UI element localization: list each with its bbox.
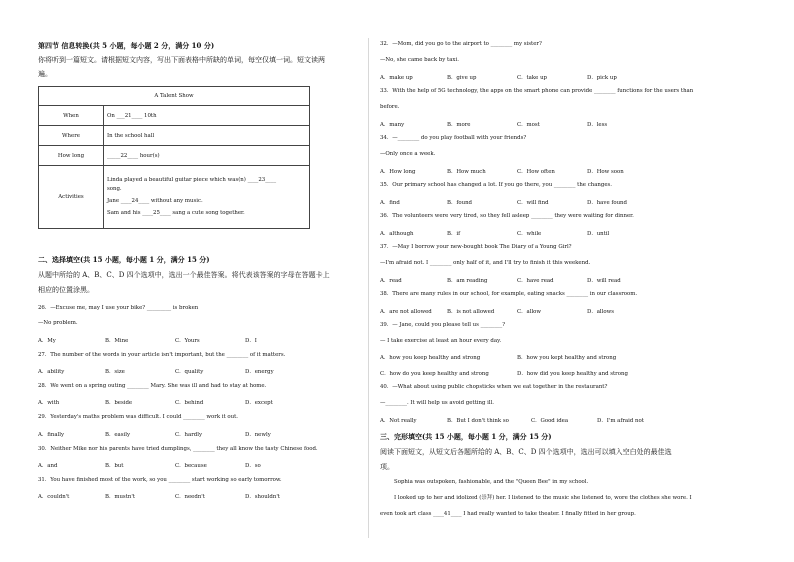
section3-heading: 三、完形填空(共 15 小题，每小题 1 分，满分 15 分) bbox=[380, 432, 552, 441]
q30-option-c[interactable]: C．because bbox=[175, 463, 207, 469]
howlong-value: _____22____ hour(s) bbox=[104, 146, 310, 166]
q32-option-a[interactable]: A．make up bbox=[380, 75, 413, 81]
q38-option-d[interactable]: D．allows bbox=[587, 309, 615, 315]
q40-option-a[interactable]: A．Not really bbox=[380, 418, 417, 424]
question-30: 30．Neither Mike nor his parents have tried dumplings, ________ they all know the tasty Chinese food. bbox=[38, 446, 318, 452]
question-26-reply: —No problem. bbox=[38, 320, 78, 326]
q33-option-c[interactable]: C．most bbox=[517, 122, 540, 128]
q26-option-a[interactable]: A．My bbox=[38, 338, 56, 344]
q38-option-c[interactable]: C．allow bbox=[517, 309, 542, 315]
activity-3: Sam and his ____25____ sang a cute song together. bbox=[107, 210, 245, 216]
section4-instruction-line2: 遍。 bbox=[38, 70, 52, 78]
howlong-label: How long bbox=[39, 146, 104, 166]
q30-option-a[interactable]: A．and bbox=[38, 463, 58, 469]
q30-option-d[interactable]: D．so bbox=[245, 463, 261, 469]
where-label: Where bbox=[39, 126, 104, 146]
activities-cell bbox=[104, 166, 310, 229]
q36-option-b[interactable]: B．if bbox=[447, 231, 461, 237]
q33-option-d[interactable]: D．less bbox=[587, 122, 608, 128]
when-value: On ___21____ 10th bbox=[104, 106, 310, 126]
where-value: In the school hall bbox=[104, 126, 310, 146]
q30-option-b[interactable]: B．but bbox=[105, 463, 124, 469]
info-table bbox=[38, 86, 310, 229]
activity-1-cont: song. bbox=[107, 186, 122, 192]
q31-option-b[interactable]: B．mustn't bbox=[105, 494, 135, 500]
q40-option-b[interactable]: B．But I don't think so bbox=[447, 418, 509, 424]
q34-option-b[interactable]: B．How much bbox=[447, 169, 486, 175]
question-37: 37．—May I borrow your new-bought book The Diary of a Young Girl? bbox=[380, 244, 572, 250]
q36-option-c[interactable]: C．while bbox=[517, 231, 542, 237]
question-39: 39．— Jane, could you please tell us ________? bbox=[380, 322, 506, 328]
q40-option-c[interactable]: C．Good idea bbox=[531, 418, 569, 424]
question-32: 32．—Mom, did you go to the airport to ________ my sister? bbox=[380, 41, 542, 47]
question-29: 29．Yesterday's maths problem was difficult. I could ________ work it out. bbox=[38, 414, 239, 420]
section3-instruction-line1: 阅读下面短文，从短文后各题所给的 A、B、C、D 四个选项中，选出可以填入空白处的最佳选 bbox=[380, 448, 672, 456]
q31-option-c[interactable]: C．needn't bbox=[175, 494, 205, 500]
question-27: 27．The number of the words in your article isn't important, but the ________ of it matters. bbox=[38, 352, 286, 358]
q32-option-d[interactable]: D．pick up bbox=[587, 75, 617, 81]
q27-option-d[interactable]: D．energy bbox=[245, 369, 274, 375]
q36-option-a[interactable]: A．although bbox=[380, 231, 414, 237]
q33-option-b[interactable]: B．more bbox=[447, 122, 471, 128]
section4-heading: 第四节 信息转换(共 5 小题，每小题 2 分，满分 10 分) bbox=[38, 41, 215, 50]
q37-option-a[interactable]: A．read bbox=[380, 278, 402, 284]
q35-option-d[interactable]: D．have found bbox=[587, 200, 627, 206]
table-title: A Talent Show bbox=[39, 87, 310, 106]
q29-option-a[interactable]: A．finally bbox=[38, 432, 65, 438]
question-33: 33．With the help of 5G technology, the apps on the smart phone can provide ________ functions for the users than bbox=[380, 88, 694, 94]
question-37-reply: —I'm afraid not. I ________ only half of it, and I'll try to finish it this weekend. bbox=[380, 260, 591, 266]
question-34: 34．—________ do you play football with your friends? bbox=[380, 135, 527, 141]
q33-option-a[interactable]: A．many bbox=[380, 122, 405, 128]
question-40: 40．—What about using public chopsticks when we eat together in the restaurant? bbox=[380, 384, 608, 390]
q29-option-d[interactable]: D．newly bbox=[245, 432, 271, 438]
q29-option-c[interactable]: C．hardly bbox=[175, 432, 202, 438]
question-40-reply: —________. It will help us avoid getting ill. bbox=[380, 400, 495, 406]
q26-option-b[interactable]: B．Mine bbox=[105, 338, 129, 344]
q36-option-d[interactable]: D．until bbox=[587, 231, 610, 237]
column-divider bbox=[368, 38, 369, 538]
q29-option-b[interactable]: B．easily bbox=[105, 432, 131, 438]
q35-option-a[interactable]: A．find bbox=[380, 200, 400, 206]
q32-option-c[interactable]: C．take up bbox=[517, 75, 547, 81]
q26-option-c[interactable]: C．Yours bbox=[175, 338, 200, 344]
section4-instruction-line1: 你将听到一篇短文。请根据短文内容，写出下面表格中所缺的单词，每空仅填一词。短文读两 bbox=[38, 56, 325, 64]
section2-instruction-line1: 从题中所给的 A、B、C、D 四个选项中，选出一个最佳答案。将代表该答案的字母在答题卡上 bbox=[38, 271, 330, 279]
q28-option-a[interactable]: A．with bbox=[38, 400, 60, 406]
question-35: 35．Our primary school has changed a lot. If you go there, you ________ the changes. bbox=[380, 182, 613, 188]
q37-option-b[interactable]: B．am reading bbox=[447, 278, 488, 284]
section2-instruction-line2: 相应的位置涂黑。 bbox=[38, 286, 94, 294]
q35-option-c[interactable]: C．will find bbox=[517, 200, 549, 206]
q39-option-b[interactable]: B．how you kept healthy and strong bbox=[517, 355, 617, 361]
question-34-reply: —Only once a week. bbox=[380, 151, 436, 157]
question-32-reply: —No, she came back by taxi. bbox=[380, 57, 459, 63]
when-label: When bbox=[39, 106, 104, 126]
question-26: 26．—Excuse me, may I use your bike? _________ is broken bbox=[38, 305, 199, 311]
q26-option-d[interactable]: D．I bbox=[245, 338, 257, 344]
q27-option-a[interactable]: A．ability bbox=[38, 369, 65, 375]
passage-paragraph-2: I looked up to her and idolized (崇拜) her. I listened to the music she listened to, wore the clothes she wore. I bbox=[394, 495, 692, 501]
q38-option-a[interactable]: A．are not allowed bbox=[380, 309, 432, 315]
q34-option-d[interactable]: D．How soon bbox=[587, 169, 624, 175]
passage-paragraph-1: Sophia was outspoken, fashionable, and the "Queen Bee" in my school. bbox=[394, 479, 589, 485]
q28-option-b[interactable]: B．beside bbox=[105, 400, 133, 406]
activities-label: Activities bbox=[39, 166, 104, 229]
q40-option-d[interactable]: D．I'm afraid not bbox=[597, 418, 644, 424]
question-39-reply: — I take exercise at least an hour every day. bbox=[380, 338, 502, 344]
section3-instruction-line2: 项。 bbox=[380, 463, 394, 471]
q34-option-c[interactable]: C．How often bbox=[517, 169, 555, 175]
q34-option-a[interactable]: A．How long bbox=[380, 169, 416, 175]
q37-option-d[interactable]: D．will read bbox=[587, 278, 621, 284]
activity-1: Linda played a beautiful guitar piece which was(n) ____23____ bbox=[107, 177, 277, 183]
q39-option-c[interactable]: C．how do you keep healthy and strong bbox=[380, 371, 489, 377]
q39-option-a[interactable]: A．how you keep healthy and strong bbox=[380, 355, 481, 361]
question-28: 28．We went on a spring outing ________ Mary. She was ill and had to stay at home. bbox=[38, 383, 267, 389]
activity-2: Jane ____24____ without any music. bbox=[107, 198, 203, 204]
q28-option-d[interactable]: D．except bbox=[245, 400, 273, 406]
question-31: 31．You have finished most of the work, so you ________ start working so early tomorrow. bbox=[38, 477, 282, 483]
question-38: 38．There are many rules in our school, for example, eating snacks ________ in our classroom. bbox=[380, 291, 638, 297]
q37-option-c[interactable]: C．have read bbox=[517, 278, 554, 284]
question-36: 36．The volunteers were very tired, so they fell asleep ________ they were waiting for dinner. bbox=[380, 213, 634, 219]
q28-option-c[interactable]: C．behind bbox=[175, 400, 204, 406]
q35-option-b[interactable]: B．found bbox=[447, 200, 472, 206]
section2-heading: 二、选择填空(共 15 小题，每小题 1 分，满分 15 分) bbox=[38, 255, 210, 264]
q38-option-b[interactable]: B．is not allowed bbox=[447, 309, 495, 315]
q27-option-c[interactable]: C．quality bbox=[175, 369, 204, 375]
q31-option-a[interactable]: A．couldn't bbox=[38, 494, 70, 500]
q32-option-b[interactable]: B．give up bbox=[447, 75, 477, 81]
passage-paragraph-2-cont: even took art class ____41____ I had really wanted to take theater. I finally fitted in her group. bbox=[380, 511, 636, 517]
question-33-cont: before. bbox=[380, 104, 400, 110]
q27-option-b[interactable]: B．size bbox=[105, 369, 125, 375]
q39-option-d[interactable]: D．how did you keep healthy and strong bbox=[517, 371, 628, 377]
q31-option-d[interactable]: D．shouldn't bbox=[245, 494, 280, 500]
